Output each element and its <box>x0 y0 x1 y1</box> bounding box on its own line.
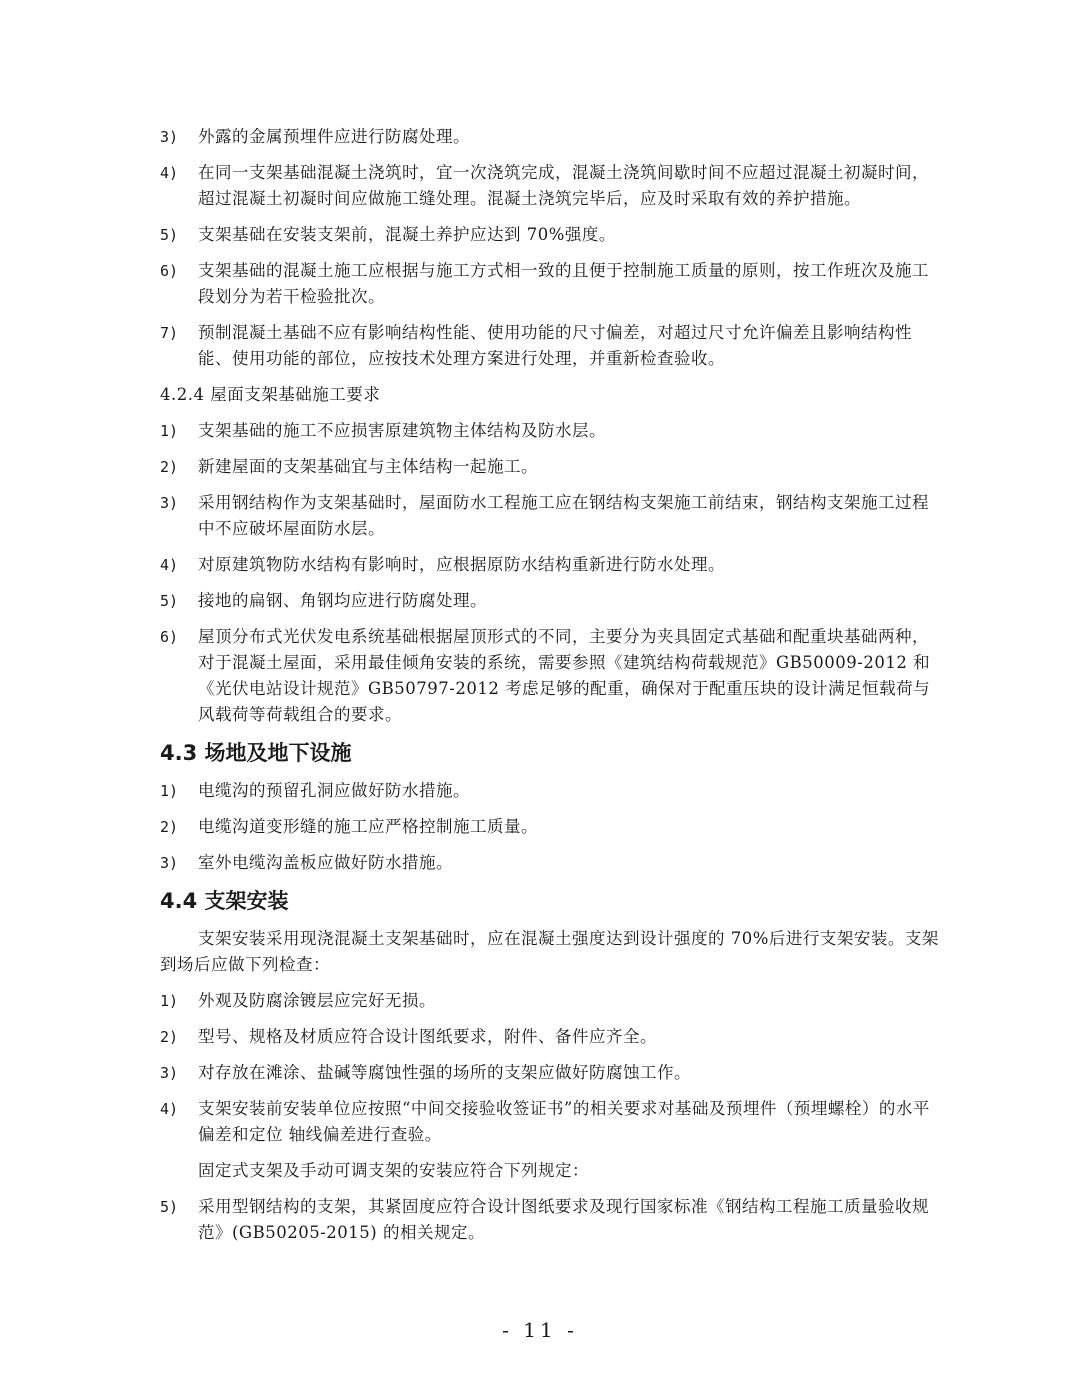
list-item-number: 5) <box>160 592 179 610</box>
list-item <box>160 778 940 804</box>
list-item-number: 3) <box>160 854 179 872</box>
list-item <box>160 124 940 150</box>
list-inspection-items <box>160 988 940 1148</box>
list-item-number: 1) <box>160 782 179 800</box>
list-item-text: 对存放在滩涂、盐碱等腐蚀性强的场所的支架应做好防腐蚀工作。 <box>198 1063 691 1082</box>
list-item-text: 外观及防腐涂镀层应完好无损。 <box>198 991 436 1010</box>
list-item-text: 支架基础的施工不应损害原建筑物主体结构及防水层。 <box>198 421 606 440</box>
list-item-text: 型号、规格及材质应符合设计图纸要求，附件、备件应齐全。 <box>198 1027 657 1046</box>
list-item-text: 预制混凝土基础不应有影响结构性能、使用功能的尺寸偏差，对超过尺寸允许偏差且影响结构性能、使用功能的部位，应按技术处理方案进行处理，并重新检查验收。 <box>198 323 912 368</box>
list-roof-foundation-items <box>160 418 940 728</box>
list-item <box>160 588 940 614</box>
list-item <box>160 160 940 212</box>
list-item <box>160 490 940 542</box>
list-item-number: 2) <box>160 458 179 476</box>
list-item <box>160 1060 940 1086</box>
paragraph-4-4-intro: 支架安装采用现浇混凝土支架基础时，应在混凝土强度达到设计强度的 70%后进行支架安装。支架到场后应做下列检查： <box>160 929 939 974</box>
list-item <box>160 454 940 480</box>
paragraph-fixed-bracket-rules: 固定式支架及手动可调支架的安装应符合下列规定： <box>198 1161 589 1180</box>
list-item <box>160 552 940 578</box>
page-number: - 11 - <box>502 1318 578 1342</box>
list-item-number: 4) <box>160 1100 179 1118</box>
list-item <box>160 988 940 1014</box>
list-item-number: 4) <box>160 164 179 182</box>
list-item-text: 接地的扁钢、角钢均应进行防腐处理。 <box>198 591 487 610</box>
list-item <box>160 814 940 840</box>
list-item-number: 3) <box>160 1064 179 1082</box>
section-heading-4-3: 4.3 场地及地下设施 <box>160 741 352 765</box>
list-item-text: 支架基础的混凝土施工应根据与施工方式相一致的且便于控制施工质量的原则，按工作班次及施工段划分为若干检验批次。 <box>198 261 929 306</box>
list-site-underground-items <box>160 778 940 876</box>
list-item <box>160 222 940 248</box>
list-item-text: 在同一支架基础混凝土浇筑时，宜一次浇筑完成，混凝土浇筑间歇时间不应超过混凝土初凝时间，超过混凝土初凝时间应做施工缝处理。混凝土浇筑完毕后，应及时采取有效的养护措施。 <box>198 163 929 208</box>
list-item <box>160 320 940 372</box>
list-item-number: 1) <box>160 422 179 440</box>
list-item-number: 3) <box>160 128 179 146</box>
list-item <box>160 258 940 310</box>
list-item-text: 对原建筑物防水结构有影响时，应根据原防水结构重新进行防水处理。 <box>198 555 725 574</box>
list-item-text: 采用型钢结构的支架，其紧固度应符合设计图纸要求及现行国家标准《钢结构工程施工质量验收规范》(GB50205-2015) 的相关规定。 <box>198 1197 929 1242</box>
list-item-text: 屋顶分布式光伏发电系统基础根据屋顶形式的不同，主要分为夹具固定式基础和配重块基础两种，对于混凝土屋面，采用最佳倾角安装的系统，需要参照《建筑结构荷载规范》GB50009-2012 和《光伏电站设计规范》GB50797-2012 考虑足够的配重，确保对于配重压块的设计满足恒载荷与风载荷等荷载组合的要求。 <box>198 627 931 724</box>
list-item <box>160 1194 940 1246</box>
list-item-text: 支架安装前安装单位应按照“中间交接验收签证书”的相关要求对基础及预埋件（预埋螺栓）的水平偏差和定位 轴线偏差进行查验。 <box>198 1099 930 1144</box>
list-item-text: 室外电缆沟盖板应做好防水措施。 <box>198 853 453 872</box>
list-item-number: 5) <box>160 1198 179 1216</box>
list-fixed-bracket-items <box>160 1194 940 1246</box>
page-content <box>160 124 940 1256</box>
list-item-text: 电缆沟的预留孔洞应做好防水措施。 <box>198 781 470 800</box>
list-item-number: 7) <box>160 324 179 342</box>
subsection-heading-4-2-4: 4.2.4 屋面支架基础施工要求 <box>160 385 381 404</box>
list-item <box>160 850 940 876</box>
list-item-number: 2) <box>160 1028 179 1046</box>
list-item-text: 新建屋面的支架基础宜与主体结构一起施工。 <box>198 457 538 476</box>
section-heading-4-4: 4.4 支架安装 <box>160 889 289 913</box>
list-item-text: 支架基础在安装支架前，混凝土养护应达到 70%强度。 <box>198 225 616 244</box>
list-item-number: 6) <box>160 262 179 280</box>
list-foundation-items <box>160 124 940 372</box>
list-item <box>160 624 940 728</box>
list-item <box>160 418 940 444</box>
list-item-text: 电缆沟道变形缝的施工应严格控制施工质量。 <box>198 817 538 836</box>
list-item-text: 采用钢结构作为支架基础时，屋面防水工程施工应在钢结构支架施工前结束，钢结构支架施工过程中不应破坏屋面防水层。 <box>198 493 929 538</box>
list-item-number: 5) <box>160 226 179 244</box>
list-item <box>160 1096 940 1148</box>
list-item-number: 2) <box>160 818 179 836</box>
list-item-number: 3) <box>160 494 179 512</box>
list-item-text: 外露的金属预埋件应进行防腐处理。 <box>198 127 470 146</box>
list-item <box>160 1024 940 1050</box>
list-item-number: 4) <box>160 556 179 574</box>
list-item-number: 1) <box>160 992 179 1010</box>
list-item-number: 6) <box>160 628 179 646</box>
